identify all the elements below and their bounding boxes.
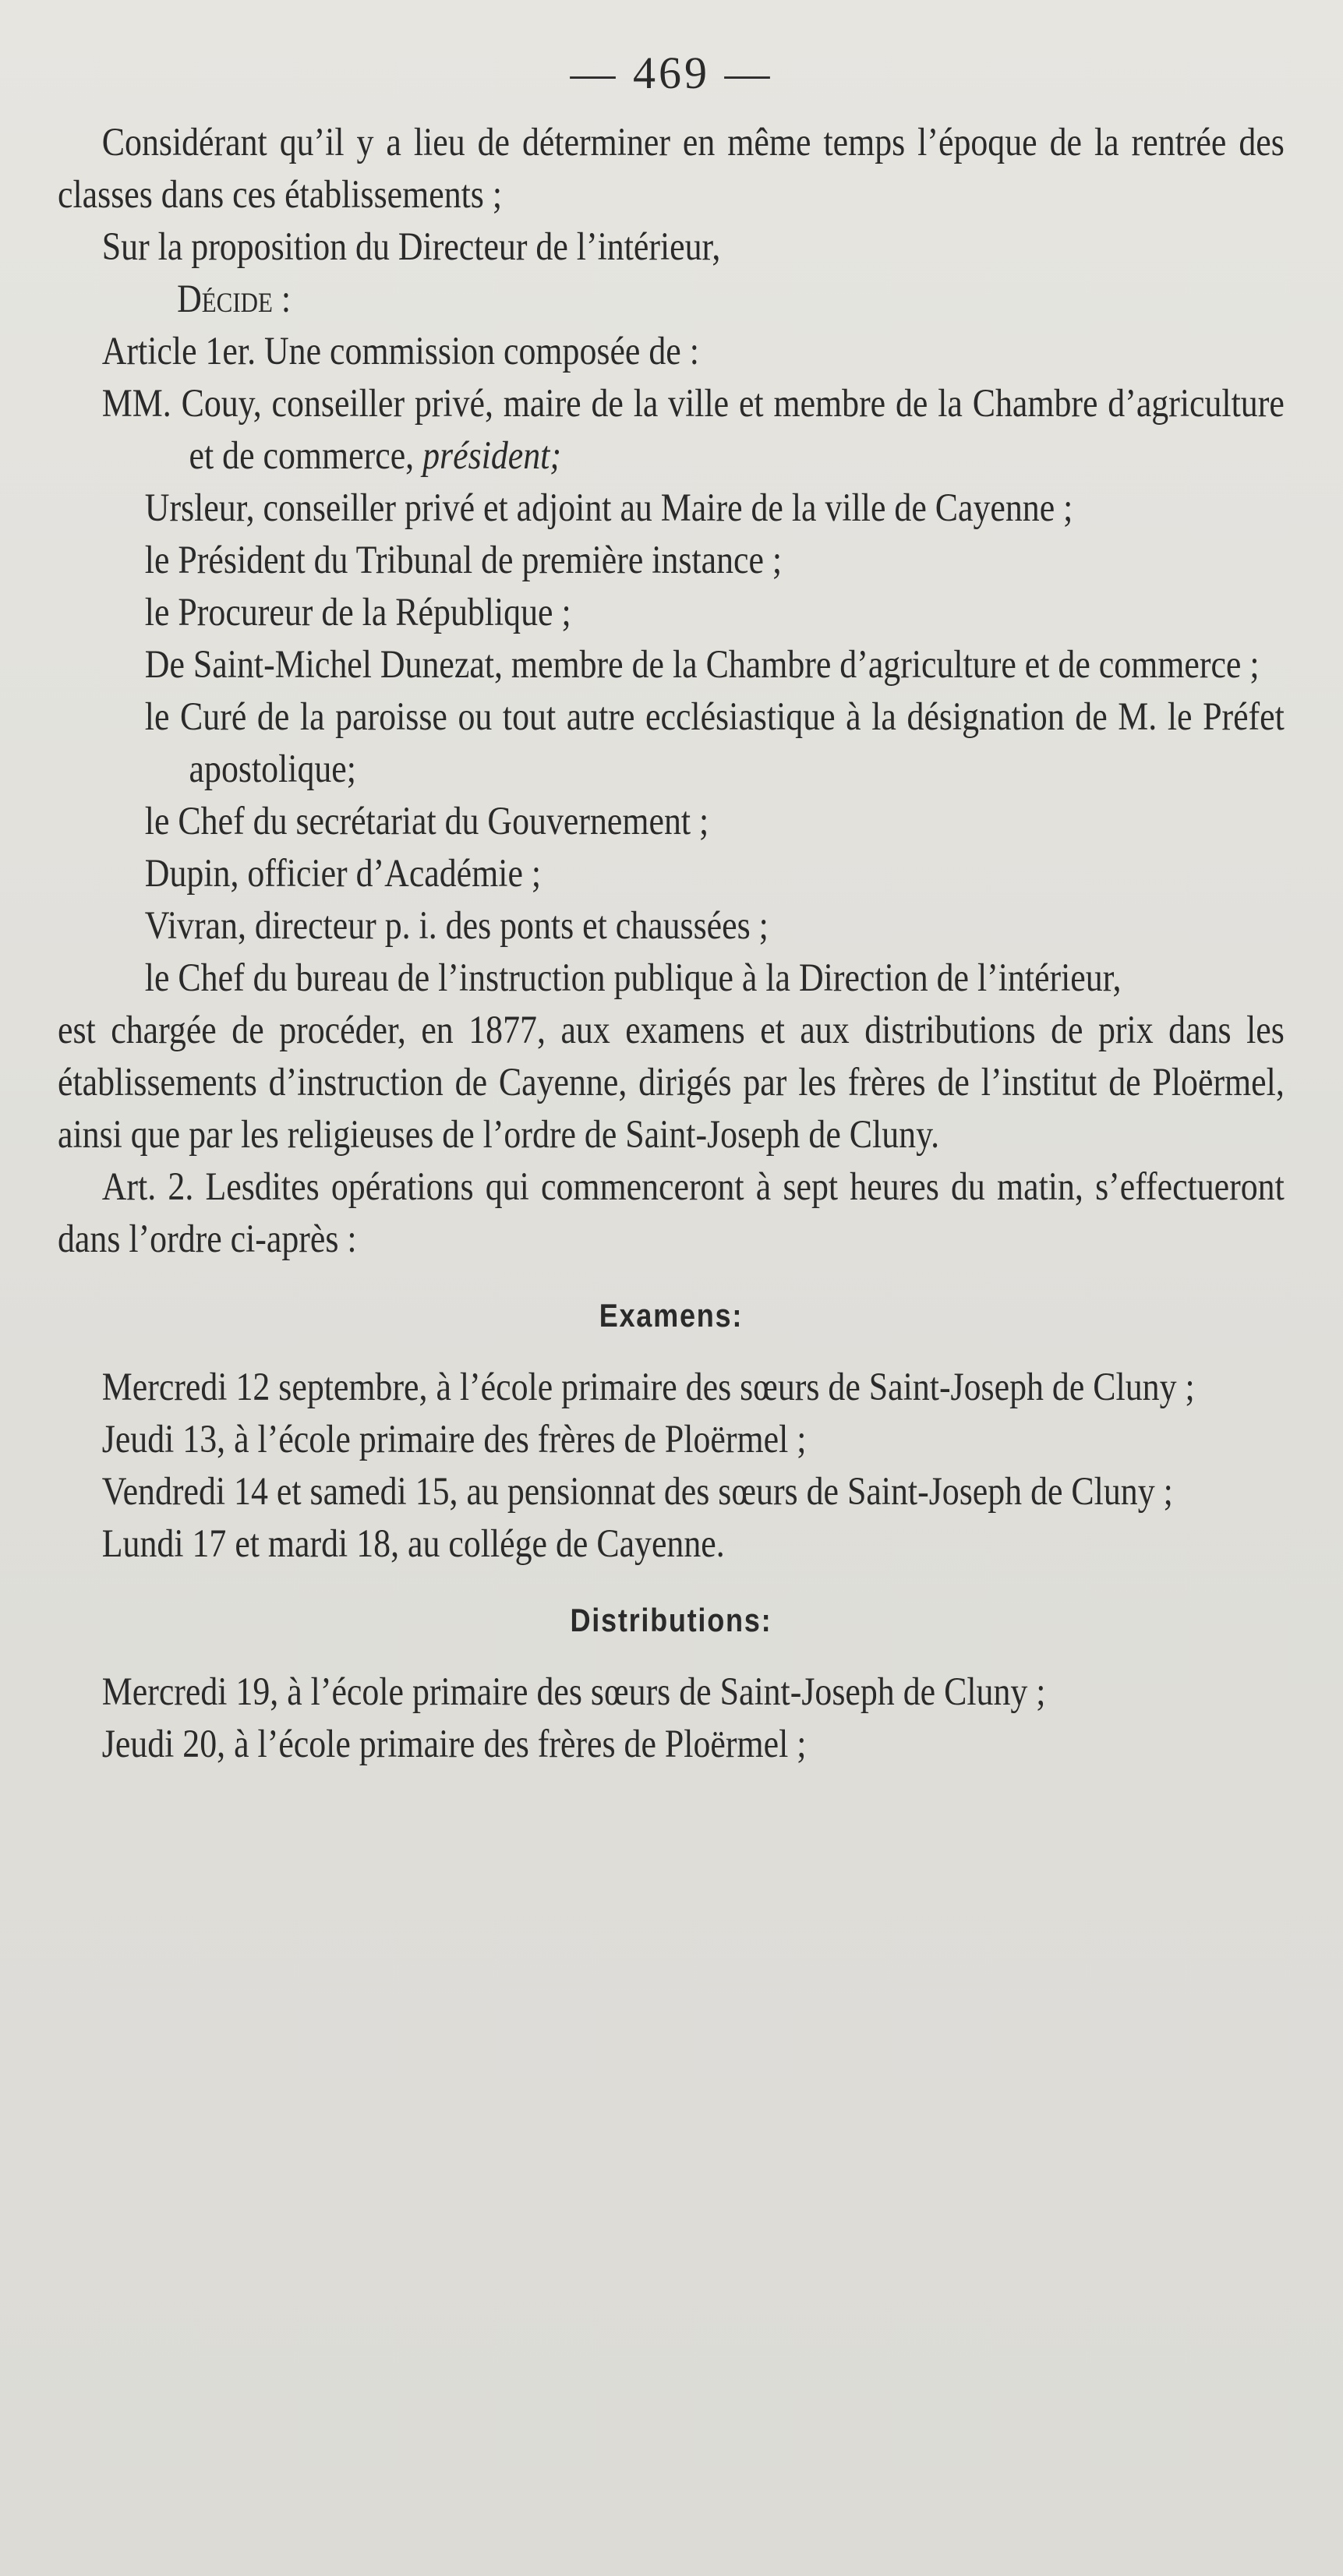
examens-item: Mercredi 12 septembre, à l’école primaire des sœurs de Saint-Joseph de Cluny ; [101, 1366, 1195, 1409]
couy-title: président; [422, 434, 561, 478]
examens-item: Vendredi 14 et samedi 15, au pensionnat des sœurs de Saint-Joseph de Cluny ; [101, 1470, 1173, 1514]
member-chef-secretariat: le Chef du secrétariat du Gouvernement ; [144, 800, 709, 843]
member-president-tribunal: le Président du Tribunal de première instance ; [144, 539, 783, 582]
chargee-paragraph: est chargée de procéder, en 1877, aux examens et aux distributions de prix dans les établissements d’instruction de Cayenne, dirigés par les frères de l’institut de Ploërmel, ainsi que par les religieuses de l’ordre de Saint-Joseph de Cluny. [58, 1009, 1285, 1157]
member-procureur: le Procureur de la République ; [144, 591, 571, 634]
body-text [58, 117, 1285, 1771]
examens-heading: Examens: [599, 1297, 744, 1334]
proposition-paragraph: Sur la proposition du Directeur de l’intérieur, [101, 225, 721, 269]
distributions-item: Jeudi 20, à l’école primaire des frères de Ploërmel ; [101, 1723, 807, 1766]
member-dupin: Dupin, officier d’Académie ; [144, 852, 542, 896]
member-cure: le Curé de la paroisse ou tout autre ecclésiastique à la désignation de M. le Préfet apostolique; [144, 695, 1285, 791]
couy-text: Couy, conseiller privé, maire de la ville et membre de la Chambre d’agriculture et de commerce, [181, 382, 1285, 478]
member-chef-bureau: le Chef du bureau de l’instruction publique à la Direction de l’intérieur, [144, 956, 1122, 1000]
mm-prefix: MM. [101, 382, 182, 426]
examens-item: Jeudi 13, à l’école primaire des frères de Ploërmel ; [101, 1418, 807, 1461]
distributions-heading: Distributions: [570, 1602, 772, 1638]
considerant-paragraph: Considérant qu’il y a lieu de déterminer en même temps l’époque de la rentrée des classes dans ces établissements ; [58, 121, 1285, 217]
article-1: Article 1er. Une commission composée de : [101, 330, 699, 373]
page-number: — 469 — [570, 48, 773, 98]
member-ursleur: Ursleur, conseiller privé et adjoint au Maire de la ville de Cayenne ; [144, 486, 1073, 530]
distributions-item: Mercredi 19, à l’école primaire des sœurs de Saint-Joseph de Cluny ; [101, 1670, 1046, 1714]
member-vivran: Vivran, directeur p. i. des ponts et chaussées ; [144, 904, 769, 948]
article-2: Art. 2. Lesdites opérations qui commenceront à sept heures du matin, s’effectueront dans l’ordre ci-après : [58, 1165, 1285, 1261]
examens-item: Lundi 17 et mardi 18, au collége de Cayenne. [101, 1522, 725, 1566]
member-dunezat: De Saint-Michel Dunezat, membre de la Chambre d’agriculture et de commerce ; [144, 643, 1260, 687]
member-couy [102, 378, 1285, 482]
decide-heading: Décide : [177, 277, 292, 321]
